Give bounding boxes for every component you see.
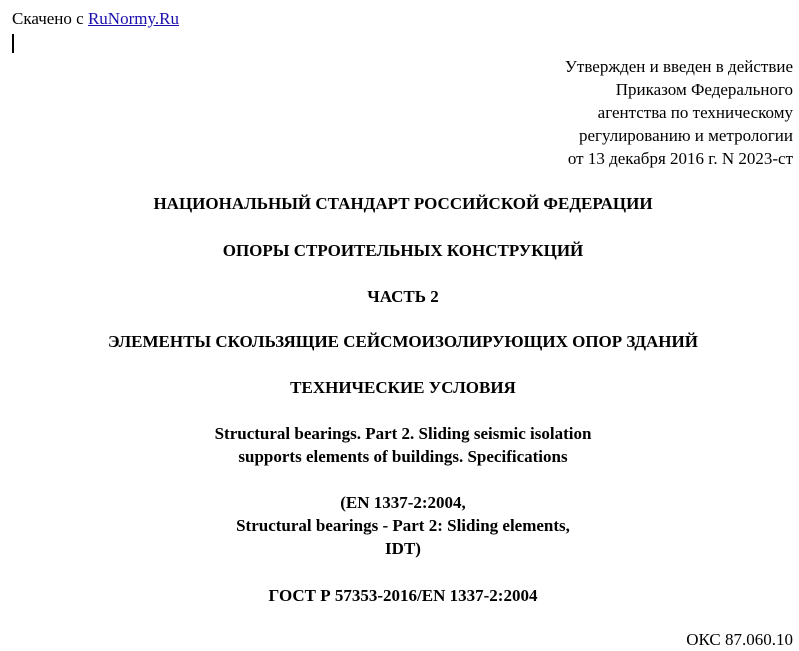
part-heading: ЧАСТЬ 2 <box>367 287 439 306</box>
approval-block <box>565 55 793 170</box>
english-title-line: Structural bearings. Part 2. Sliding seismic isolation <box>214 424 592 443</box>
text-cursor <box>12 34 14 53</box>
runormy-link[interactable]: RuNormy.Ru <box>87 9 179 28</box>
approval-line: регулированию и метрологии <box>578 126 793 145</box>
okc-code: ОКС 87.060.10 <box>686 630 793 649</box>
en-reference-line: IDT) <box>385 539 421 558</box>
source-prefix: Скачено с <box>12 9 84 28</box>
approval-line: агентства по техническому <box>597 103 793 122</box>
approval-line: от 13 декабря 2016 г. N 2023-ст <box>567 149 793 168</box>
english-title-line: supports elements of buildings. Specifications <box>238 447 568 466</box>
approval-line: Приказом Федерального <box>615 80 793 99</box>
en-reference <box>0 491 799 560</box>
standard-subtitle: ЭЛЕМЕНТЫ СКОЛЬЗЯЩИЕ СЕЙСМОИЗОЛИРУЮЩИХ ОПОР ЗДАНИЙ <box>108 332 698 351</box>
gost-designation: ГОСТ Р 57353-2016/EN 1337-2:2004 <box>268 586 538 605</box>
national-standard-heading: НАЦИОНАЛЬНЫЙ СТАНДАРТ РОССИЙСКОЙ ФЕДЕРАЦИИ <box>153 194 653 213</box>
en-reference-line: Structural bearings - Part 2: Sliding elements, <box>236 516 570 535</box>
technical-conditions-heading: ТЕХНИЧЕСКИЕ УСЛОВИЯ <box>290 378 516 397</box>
approval-line: Утвержден и введен в действие <box>564 57 793 76</box>
source-line <box>12 8 179 30</box>
english-title <box>0 422 799 468</box>
standard-title: ОПОРЫ СТРОИТЕЛЬНЫХ КОНСТРУКЦИЙ <box>222 241 584 260</box>
en-reference-line: (EN 1337-2:2004, <box>340 493 466 512</box>
